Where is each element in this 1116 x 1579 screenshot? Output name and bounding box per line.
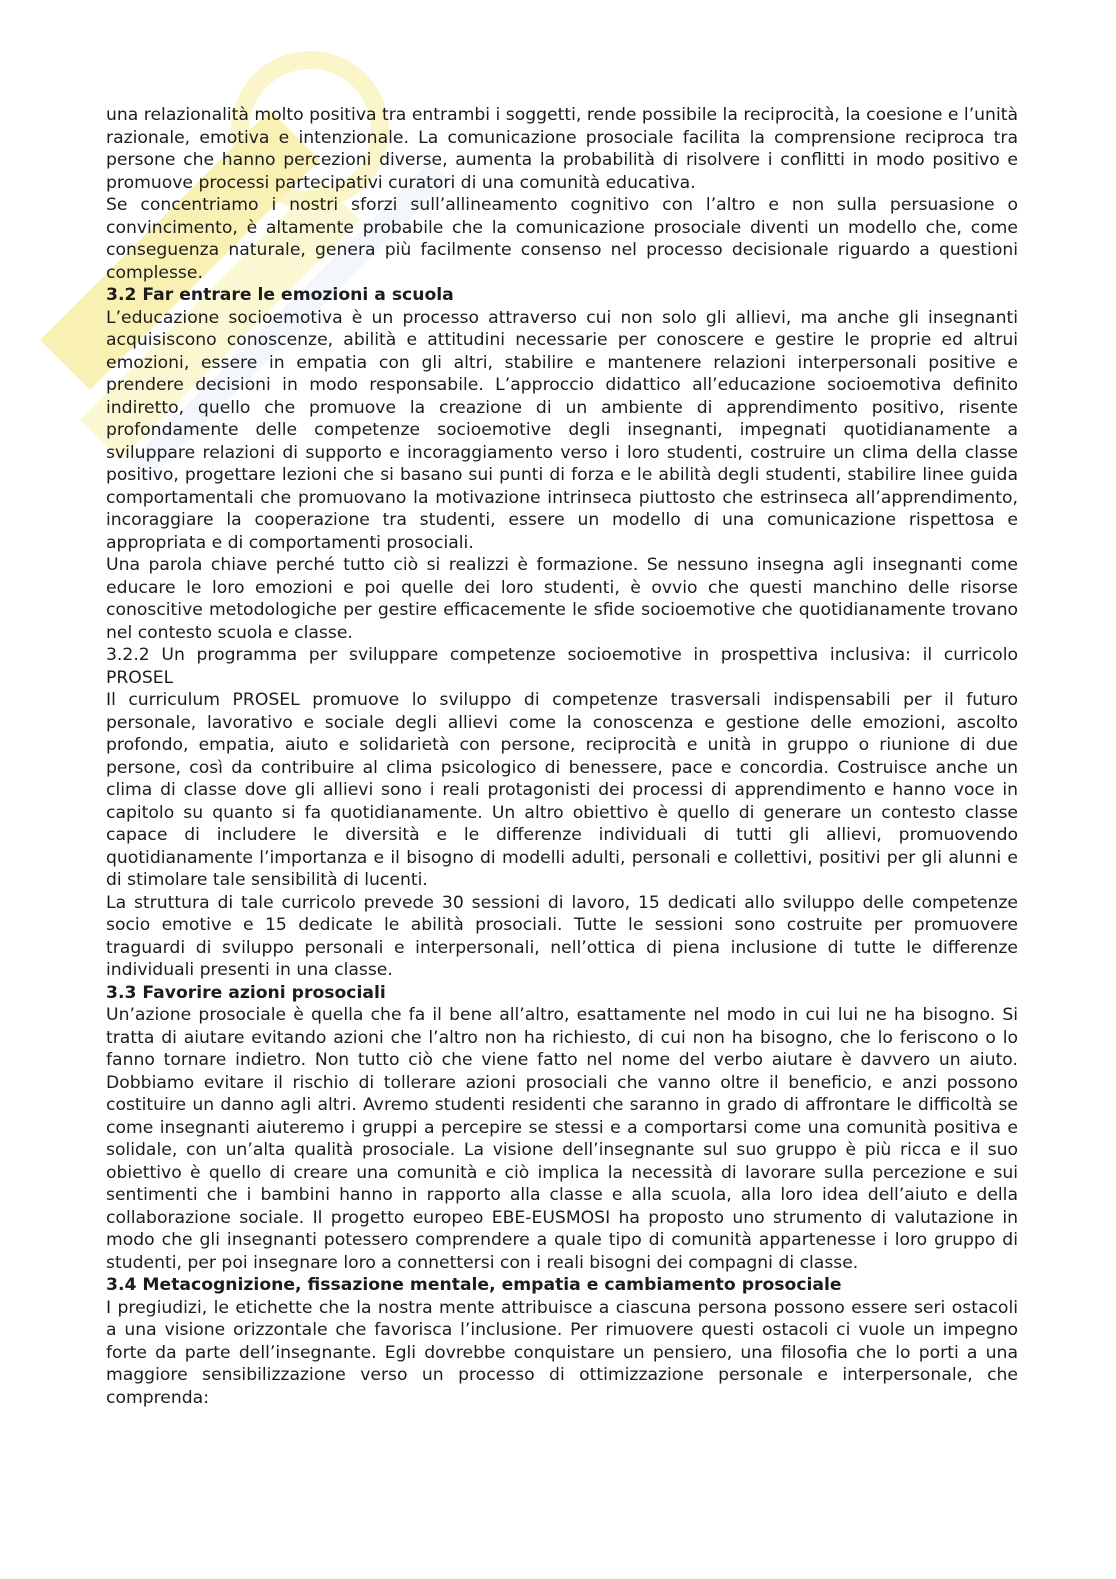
paragraph: Se concentriamo i nostri sforzi sull’allineamento cognitivo con l’altro e non sulla persuasione o convincimento, è altamente probabile che la comunicazione prosociale diventi un modello che, come conseguenza naturale, genera più facilmente consenso nel processo decisionale riguardo a questioni complesse. [106,195,1018,283]
section-heading: 3.2 Far entrare le emozioni a scuola [106,285,454,305]
paragraph: La struttura di tale curricolo prevede 30 sessioni di lavoro, 15 dedicati allo sviluppo delle competenze socio emotive e 15 dedicate le abilità prosociali. Tutte le sessioni sono costruite per promuovere traguardi di sviluppo personali e interpersonali, nell’ottica di piena inclusione di tutte le differenze individuali presenti in una classe. [106,892,1018,980]
section-heading: 3.3 Favorire azioni prosociali [106,982,386,1003]
paragraph: I pregiudizi, le etichette che la nostra mente attribuisce a ciascuna persona possono essere seri ostacoli a una visione orizzontale che favorisca l’inclusione. Per rimuovere questi ostacoli ci vuole un impegno forte da parte dell’insegnante. Egli dovrebbe conquistare un pensiero, una filosofia che lo porti a una maggiore sensibilizzazione verso un processo di ottimizzazione personale e interpersonale, che comprenda: [106,1297,1018,1408]
document-page [106,104,1018,1409]
paragraph: Il curriculum PROSEL promuove lo sviluppo di competenze trasversali indispensabili per il futuro personale, lavorativo e sociale degli allievi come la conoscenza e gestione delle emozioni, ascolto profondo, empatia, aiuto e solidarietà con persone, reciprocità e unità in gruppo o riunione di due persone, così da contribuire al clima psicologico di benessere, pace e concordia. Costruisce anche un clima di classe dove gli allievi sono i reali protagonisti dei processi di apprendimento e hanno voce in capitolo su quanto si fa quotidianamente. Un altro obiettivo è quello di generare un contesto classe capace di includere le diversità e le differenze individuali di tutti gli allievi, promuovendo quotidianamente l’importanza e il bisogno di modelli adulti, personali e collettivi, positivi per gli alunni e di stimolare tale sensibilità di lucenti. [106,690,1018,890]
paragraph: Un’azione prosociale è quella che fa il bene all’altro, esattamente nel modo in cui lui ne ha bisogno. Si tratta di aiutare evitando azioni che l’altro non ha richiesto, di cui non ha bisogno, che lo feriscono o lo fanno tornare indietro. Non tutto ciò che viene fatto nel nome del verbo aiutare è davvero un aiuto. Dobbiamo evitare il rischio di tollerare azioni prosociali che vanno oltre il beneficio, e anzi possono costituire un danno agli altri. Avremo studenti residenti che saranno in grado di affrontare le difficoltà se come insegnanti aiuteremo i gruppi a percepire se stessi e a comportarsi come una comunità positiva e solidale, con un’alta qualità prosociale. La visione dell’insegnante sul suo gruppo è più ricca e il suo obiettivo è quello di creare una comunità e ciò implica la necessità di lavorare sulla percezione e sui sentimenti che i bambini hanno in rapporto alla classe e alla scuola, alla loro idea dell’aiuto e della collaborazione sociale. Il progetto europeo EBE-EUSMOSI ha proposto uno strumento di valutazione in modo che gli insegnanti potessero comprendere a quale tipo di comunità appartenesse i loro gruppo di studenti, per poi insegnare loro a connettersi con i reali bisogni dei compagni di classe. [106,1005,1018,1273]
subsection-heading: 3.2.2 Un programma per sviluppare competenze socioemotive in prospettiva inclusiva: il curricolo PROSEL [106,645,1018,688]
paragraph: una relazionalità molto positiva tra entrambi i soggetti, rende possibile la reciprocità, la coesione e l’unità razionale, emotiva e intenzionale. La comunicazione prosociale facilita la comprensione reciproca tra persone che hanno percezioni diverse, aumenta la probabilità di risolvere i conflitti in modo positivo e promuove processi partecipativi curatori di una comunità educativa. [106,105,1018,193]
paragraph: Una parola chiave perché tutto ciò si realizzi è formazione. Se nessuno insegna agli insegnanti come educare le loro emozioni e poi quelle dei loro studenti, è ovvio che questi manchino delle risorse conoscitive metodologiche per gestire efficacemente le sfide socioemotive che quotidianamente trovano nel contesto scuola e classe. [106,555,1018,643]
paragraph: L’educazione socioemotiva è un processo attraverso cui non solo gli allievi, ma anche gli insegnanti acquisiscono conoscenze, abilità e attitudini necessarie per conoscere e gestire le proprie ed altrui emozioni, essere in empatia con gli altri, stabilire e mantenere relazioni interpersonali positive e prendere decisioni in modo responsabile. L’approccio didattico all’educazione socioemotiva definito indiretto, quello che promuove la creazione di un ambiente di apprendimento positivo, risente profondamente delle competenze socioemotive degli insegnanti, impegnati quotidianamente a sviluppare relazioni di supporto e incoraggiamento verso i loro studenti, costruire un clima della classe positivo, progettare lezioni che si basano sui punti di forza e le abilità degli studenti, stabilire linee guida comportamentali che promuovano la motivazione intrinseca piuttosto che estrinseca all’apprendimento, incoraggiare la cooperazione tra studenti, essere un modello di una comunicazione rispettosa e appropriata e di comportamenti prosociali. [106,307,1018,553]
section-heading: 3.4 Metacognizione, fissazione mentale, empatia e cambiamento prosociale [106,1275,842,1295]
